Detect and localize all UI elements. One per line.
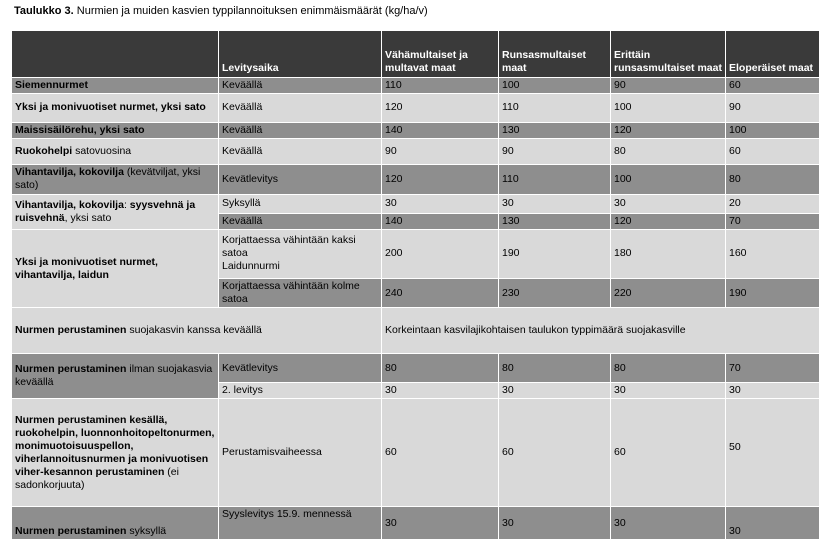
value-cell: 20 bbox=[726, 195, 820, 213]
value-cell: 30 bbox=[382, 507, 499, 540]
crop-note: ilman suojakasvia keväällä bbox=[15, 363, 213, 389]
value-cell: 30 bbox=[726, 507, 820, 540]
value-cell: 220 bbox=[611, 278, 726, 308]
table-row bbox=[12, 354, 820, 383]
value-cell: 60 bbox=[611, 399, 726, 507]
value-cell: 80 bbox=[382, 354, 499, 383]
crop-cell bbox=[12, 308, 382, 354]
nitrogen-table bbox=[11, 30, 820, 540]
header-col-1: Vähämultaiset ja multavat maat bbox=[382, 31, 499, 78]
crop-name: Yksi ja monivuotiset nurmet, vihantavilja, laidun bbox=[15, 255, 158, 281]
value-cell: 180 bbox=[611, 229, 726, 278]
time-text: Laidunnurmi bbox=[222, 260, 280, 273]
crop-cell bbox=[12, 164, 219, 195]
value-cell: 90 bbox=[382, 139, 499, 165]
crop-note: , yksi sato bbox=[64, 212, 112, 224]
crop-name: Siemennurmet bbox=[15, 79, 88, 92]
table-row bbox=[12, 164, 820, 195]
value-cell: 90 bbox=[611, 77, 726, 93]
value-cell: 100 bbox=[499, 77, 611, 93]
value-cell: 30 bbox=[499, 195, 611, 213]
value-cell: 30 bbox=[499, 382, 611, 398]
table-caption bbox=[14, 5, 428, 17]
crop-name: Yksi ja monivuotiset nurmet, yksi sato bbox=[15, 101, 206, 114]
value-cell: 100 bbox=[611, 164, 726, 195]
value-cell: 30 bbox=[499, 507, 611, 540]
value-cell: 30 bbox=[611, 382, 726, 398]
time-cell: Perustamisvaiheessa bbox=[219, 399, 382, 507]
crop-name: Nurmen perustaminen bbox=[15, 363, 127, 376]
caption-label: Taulukko 3. bbox=[14, 5, 74, 17]
value-cell: 240 bbox=[382, 278, 499, 308]
crop-note: (ei sadonkorjuuta) bbox=[15, 465, 179, 491]
table-row bbox=[12, 139, 820, 165]
table-row bbox=[12, 122, 820, 138]
crop-cell bbox=[12, 139, 219, 165]
value-cell: 60 bbox=[382, 399, 499, 507]
crop-note: (kevätviljat, yksi sato) bbox=[15, 166, 201, 192]
value-cell: 80 bbox=[499, 354, 611, 383]
value-cell: 70 bbox=[726, 354, 820, 383]
value-cell: 140 bbox=[382, 213, 499, 229]
time-cell: Kevätlevitys bbox=[219, 354, 382, 383]
value-cell: 110 bbox=[382, 77, 499, 93]
crop-cell bbox=[12, 507, 219, 540]
value-cell: 90 bbox=[726, 94, 820, 123]
header-col-2: Runsasmultaiset maat bbox=[499, 31, 611, 78]
value-cell: 230 bbox=[499, 278, 611, 308]
time-text: Korjattaessa vähintään kaksi satoa bbox=[222, 234, 356, 260]
value-cell: 190 bbox=[499, 229, 611, 278]
time-cell: Syyslevitys 15.9. mennessä bbox=[219, 507, 382, 540]
value-cell: 130 bbox=[499, 213, 611, 229]
time-cell: Keväällä bbox=[219, 77, 382, 93]
value-cell: 50 bbox=[726, 399, 820, 507]
crop-note: syksyllä bbox=[126, 525, 167, 537]
value-cell: 100 bbox=[611, 94, 726, 123]
time-cell: Keväällä bbox=[219, 139, 382, 165]
value-cell: 120 bbox=[382, 164, 499, 195]
crop-name: Vihantavilja, kokovilja bbox=[15, 166, 124, 179]
header-time: Levitysaika bbox=[219, 31, 382, 78]
time-cell: Keväällä bbox=[219, 213, 382, 229]
value-cell: 30 bbox=[726, 382, 820, 398]
value-cell: 160 bbox=[726, 229, 820, 278]
value-cell: 30 bbox=[382, 195, 499, 213]
value-cell: 60 bbox=[499, 399, 611, 507]
value-cell: 30 bbox=[611, 507, 726, 540]
header-col-4: Eloperäiset maat bbox=[726, 31, 820, 78]
time-cell: Keväällä bbox=[219, 94, 382, 123]
value-cell: 70 bbox=[726, 213, 820, 229]
crop-name: Nurmen perustaminen kesällä, ruokohelpin, luonnonhoitopeltonurmen, monimuotoisuuspellon, viherlannoitusnurmen ja monivuotisen viher-kesannon perustaminen bbox=[15, 413, 215, 478]
crop-cell bbox=[12, 195, 219, 230]
value-cell: 80 bbox=[611, 139, 726, 165]
value-cell: 80 bbox=[726, 164, 820, 195]
value-cell: 90 bbox=[499, 139, 611, 165]
crop-cell bbox=[12, 122, 219, 138]
note-cell: Korkeintaan kasvilajikohtaisen taulukon typpimäärä suojakasville bbox=[382, 308, 820, 354]
crop-name: Nurmen perustaminen bbox=[15, 324, 127, 337]
crop-name: syysvehnä ja ruisvehnä bbox=[15, 199, 196, 224]
value-cell: 60 bbox=[726, 77, 820, 93]
crop-cell bbox=[12, 354, 219, 399]
crop-name: Nurmen perustaminen bbox=[15, 525, 127, 537]
crop-name: Vihantavilja, kokovilja bbox=[15, 199, 124, 211]
crop-name: Maissisäilörehu, yksi sato bbox=[15, 123, 145, 136]
time-cell: Keväällä bbox=[219, 122, 382, 138]
crop-cell bbox=[12, 399, 219, 507]
value-cell: 110 bbox=[499, 164, 611, 195]
value-cell: 30 bbox=[611, 195, 726, 213]
value-cell: 110 bbox=[499, 94, 611, 123]
value-cell: 100 bbox=[726, 122, 820, 138]
time-cell: Kevätlevitys bbox=[219, 164, 382, 195]
value-cell: 200 bbox=[382, 229, 499, 278]
value-cell: 140 bbox=[382, 122, 499, 138]
value-cell: 130 bbox=[499, 122, 611, 138]
crop-name: Ruokohelpi bbox=[15, 144, 73, 157]
value-cell: 60 bbox=[726, 139, 820, 165]
value-cell: 190 bbox=[726, 278, 820, 308]
crop-cell bbox=[12, 94, 219, 123]
table-row bbox=[12, 94, 820, 123]
crop-cell bbox=[12, 229, 219, 308]
header-row bbox=[12, 31, 820, 78]
table-row bbox=[12, 195, 820, 213]
crop-note: : bbox=[123, 199, 130, 211]
caption-text: Nurmien ja muiden kasvien typpilannoituksen enimmäismäärät (kg/ha/v) bbox=[73, 5, 428, 17]
value-cell: 120 bbox=[382, 94, 499, 123]
value-cell: 30 bbox=[382, 382, 499, 398]
crop-note: satovuosina bbox=[72, 144, 132, 157]
table-row bbox=[12, 77, 820, 93]
time-cell bbox=[219, 229, 382, 278]
table-row bbox=[12, 507, 820, 540]
value-cell: 80 bbox=[611, 354, 726, 383]
table-row bbox=[12, 399, 820, 507]
table-row bbox=[12, 308, 820, 354]
value-cell: 120 bbox=[611, 213, 726, 229]
crop-cell bbox=[12, 77, 219, 93]
header-crop bbox=[12, 31, 219, 78]
header-col-3: Erittäin runsasmultaiset maat bbox=[611, 31, 726, 78]
value-cell: 120 bbox=[611, 122, 726, 138]
crop-note: suojakasvin kanssa keväällä bbox=[126, 324, 262, 337]
time-cell: 2. levitys bbox=[219, 382, 382, 398]
time-cell: Korjattaessa vähintään kolme satoa bbox=[219, 278, 382, 308]
time-cell: Syksyllä bbox=[219, 195, 382, 213]
table-row bbox=[12, 229, 820, 278]
